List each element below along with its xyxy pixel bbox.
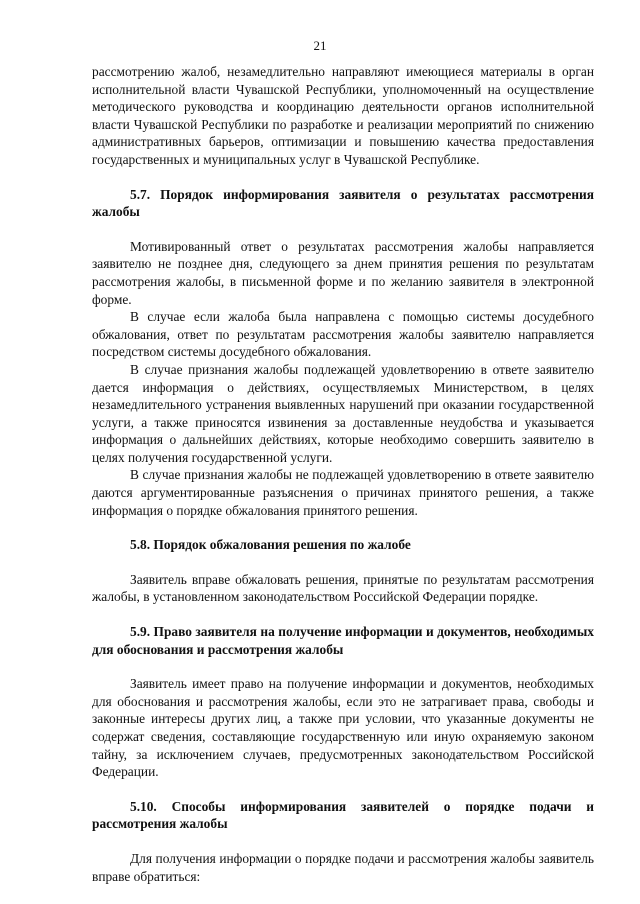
page-number: 21: [313, 38, 327, 53]
paragraph: Заявитель вправе обжаловать решения, принятые по результатам рассмотрения жалобы, в установленном законодательством Российской Федерации порядке.: [92, 571, 594, 605]
paragraph: Мотивированный ответ о результатах рассмотрения жалобы направляется заявителю не позднее дня, следующего за днем принятия решения по результатам рассмотрения жалобы, в письменной форме и по желанию заявителя в электронной форме.: [92, 238, 594, 307]
paragraph: В случае признания жалобы подлежащей удовлетворению в ответе заявителю дается информация о действиях, осуществляемых Министерством, в целях незамедлительного устранения выявленных нарушений при оказании государственной услуги, а также приносятся извинения за доставленные неудобства и указывается информация о дальнейших действиях, которые необходимо совершить заявителю в целях получения государственной услуги.: [92, 361, 594, 465]
section-heading-5-8: 5.8. Порядок обжалования решения по жалобе: [130, 537, 411, 553]
paragraph: В случае признания жалобы не подлежащей удовлетворению в ответе заявителю даются аргументированные разъяснения о причинах принятого решения, а также информация о порядке обжалования принятого решения.: [92, 467, 594, 518]
paragraph: Для получения информации о порядке подачи и рассмотрения жалобы заявитель вправе обратиться:: [92, 850, 594, 884]
paragraph: Заявитель имеет право на получение информации и документов, необходимых для обоснования и рассмотрения жалобы, если это не затрагивает права, свободы и законные интересы других лиц, а также при условии, что указанные документы не содержат сведения, составляющие государственную или иную охраняемую законом тайну, за исключением случаев, предусмотренных законодательством Российской Федерации.: [92, 676, 594, 780]
document-body: [92, 63, 594, 885]
section-heading-5-7: 5.7. Порядок информирования заявителя о результатах рассмотрения жалобы: [92, 186, 594, 220]
section-heading-5-10: 5.10. Способы информирования заявителей о порядке подачи и рассмотрения жалобы: [92, 798, 594, 832]
paragraph: рассмотрению жалоб, незамедлительно направляют имеющиеся материалы в орган исполнительной власти Чувашской Республики, уполномоченный на осуществление методического руководства и координацию деятельности органов исполнительной власти Чувашской Республики по разработке и реализации мероприятий по снижению административных барьеров, оптимизации и повышению качества предоставления государственных и муниципальных услуг в Чувашской Республике.: [92, 64, 594, 167]
section-heading-5-9: 5.9. Право заявителя на получение информации и документов, необходимых для обоснования и рассмотрения жалобы: [92, 624, 594, 657]
paragraph: В случае если жалоба была направлена с помощью системы досудебного обжалования, ответ по результатам рассмотрения жалобы заявителю направляется посредством системы досудебного обжалования.: [92, 309, 594, 360]
